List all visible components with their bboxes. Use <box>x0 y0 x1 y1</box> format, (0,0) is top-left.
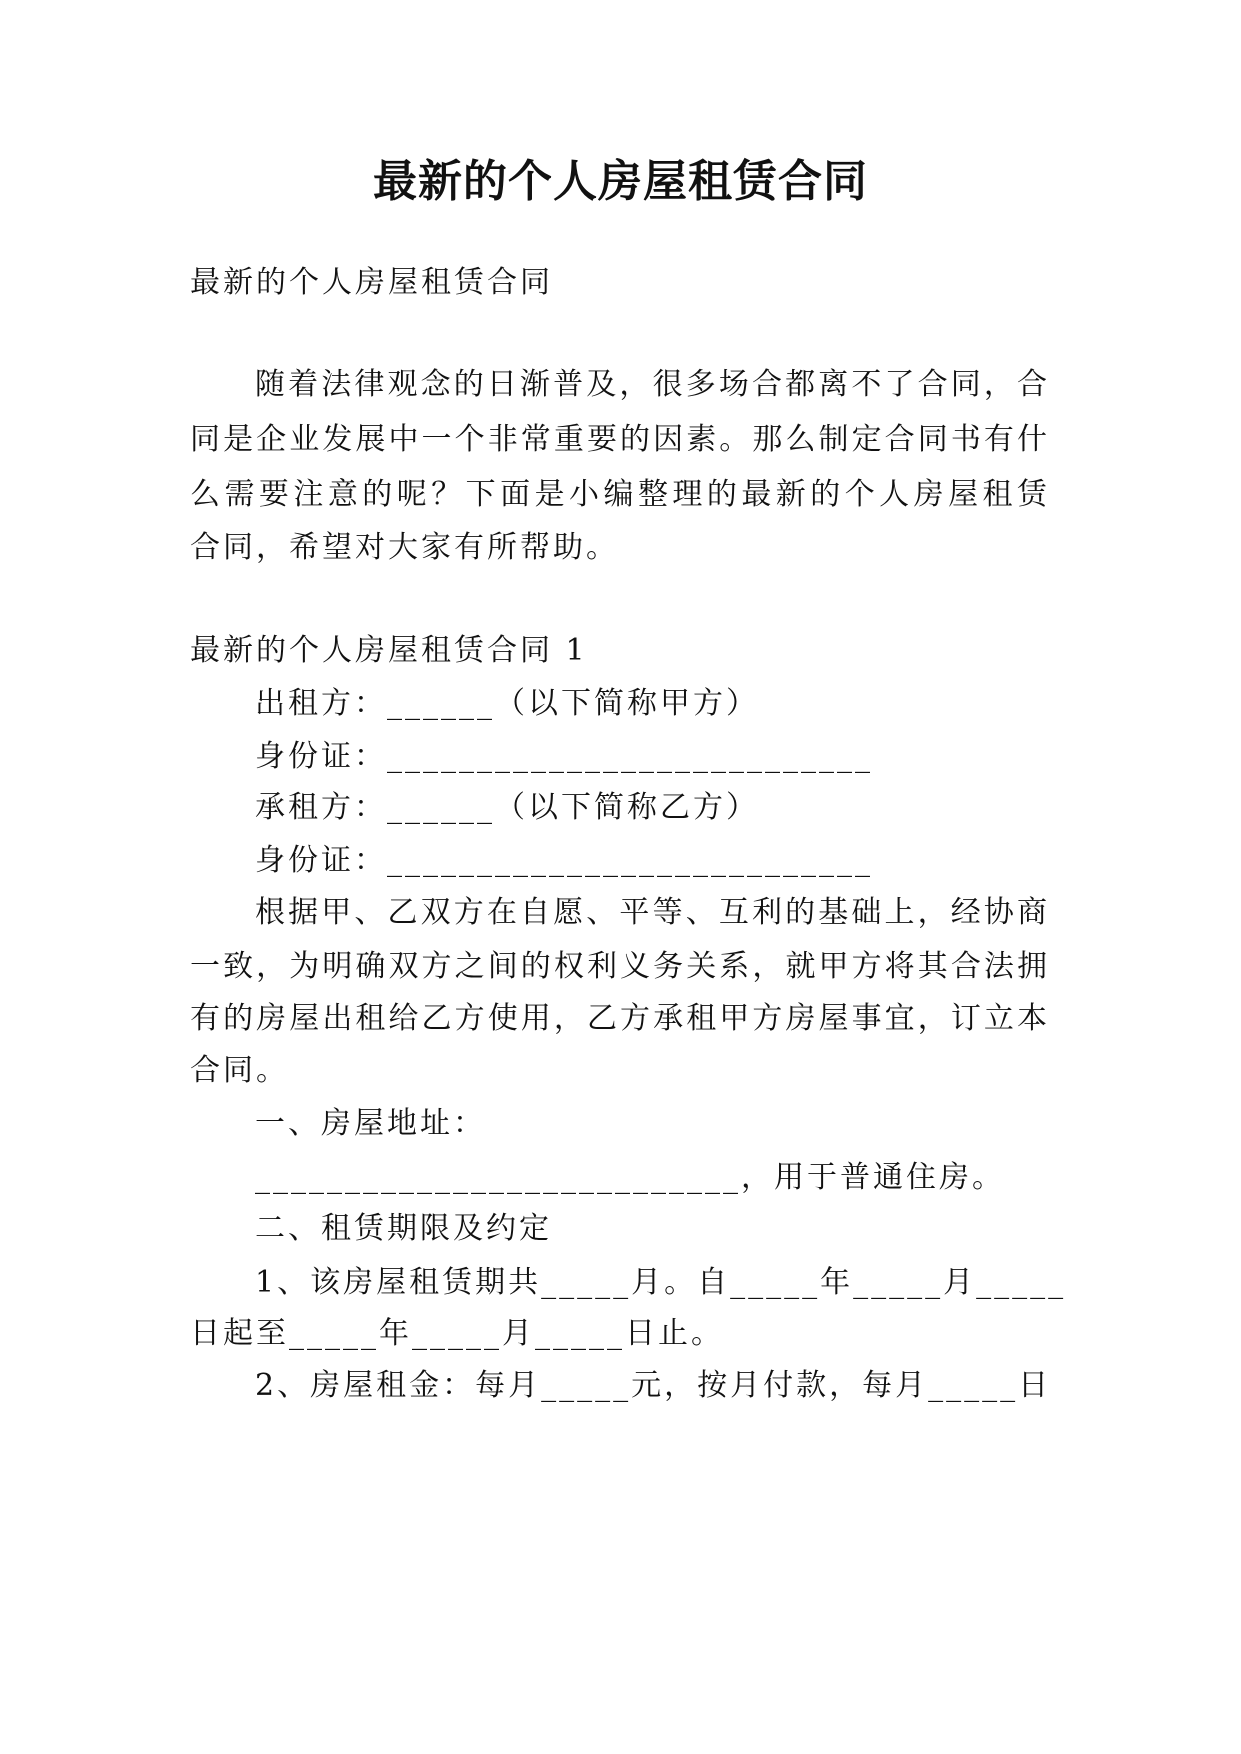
lessor-id-field: 身份证：___________________________ <box>255 739 873 774</box>
clause-line: 2、房屋租金：每月_____元，按月付款，每月_____日 <box>255 1368 1052 1403</box>
paragraph-line: 根据甲、乙双方在自愿、平等、互利的基础上，经协商 <box>255 895 1050 930</box>
address-field: ___________________________，用于普通住房。 <box>255 1160 1005 1195</box>
paragraph-line: 同是企业发展中一个非常重要的因素。那么制定合同书有什 <box>190 422 1050 457</box>
lessor-field: 出租方：______（以下简称甲方） <box>255 686 759 721</box>
paragraph-line: 合同。 <box>190 1053 289 1088</box>
section-heading: 最新的个人房屋租赁合同 1 <box>190 633 588 668</box>
document-title: 最新的个人房屋租赁合同 <box>373 156 868 207</box>
lessee-id-field: 身份证：___________________________ <box>255 843 873 878</box>
paragraph-line: 合同，希望对大家有所帮助。 <box>190 530 619 565</box>
subtitle: 最新的个人房屋租赁合同 <box>190 265 553 300</box>
lessee-field: 承租方：______（以下简称乙方） <box>255 790 759 825</box>
paragraph-line: 么需要注意的呢？下面是小编整理的最新的个人房屋租赁 <box>190 477 1050 512</box>
clause-heading: 一、房屋地址： <box>255 1106 486 1141</box>
clause-line: 日起至_____年_____月_____日止。 <box>190 1316 724 1351</box>
clause-line: 1、该房屋租赁期共_____月。自_____年_____月_____ <box>255 1265 1067 1300</box>
clause-heading: 二、租赁期限及约定 <box>255 1211 552 1246</box>
paragraph-line: 随着法律观念的日渐普及，很多场合都离不了合同，合 <box>255 367 1050 402</box>
paragraph-line: 有的房屋出租给乙方使用，乙方承租甲方房屋事宜，订立本 <box>190 1001 1050 1036</box>
paragraph-line: 一致，为明确双方之间的权利义务关系，就甲方将其合法拥 <box>190 949 1050 984</box>
